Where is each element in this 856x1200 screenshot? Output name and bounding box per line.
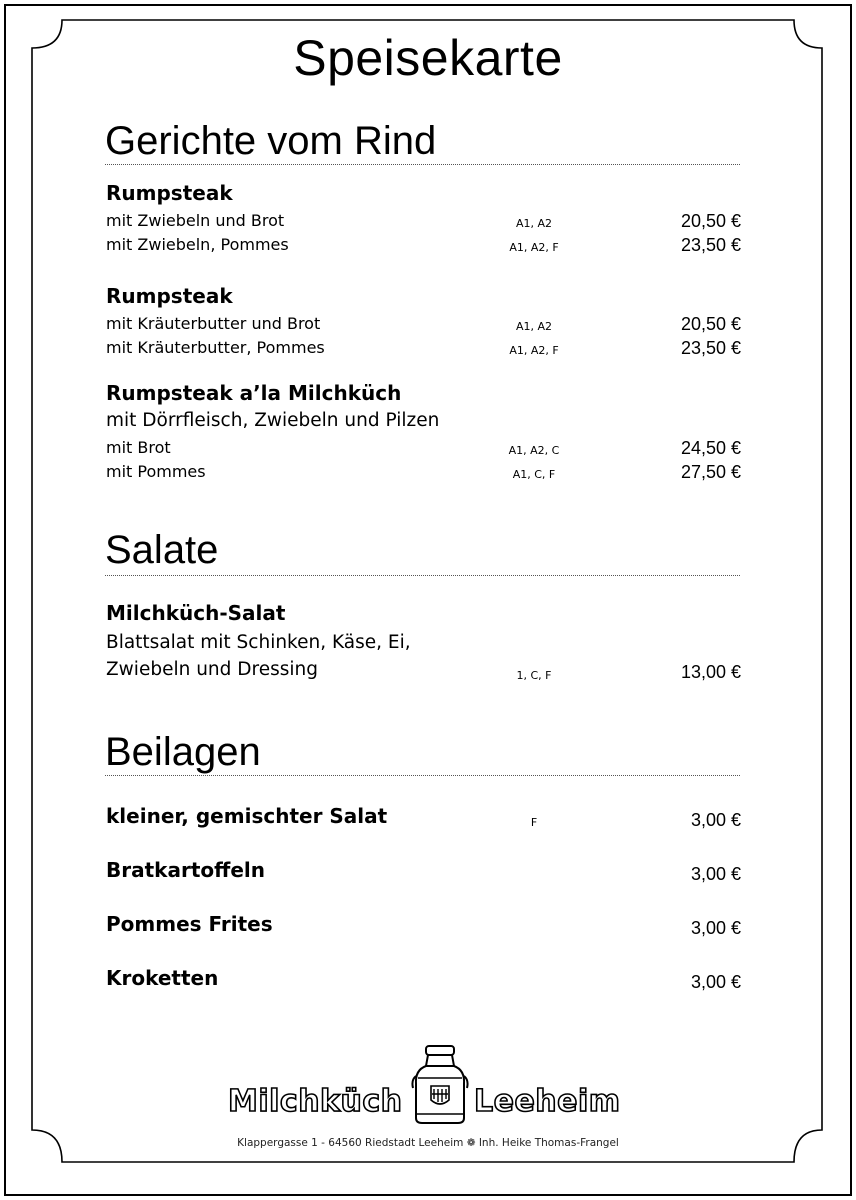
allergen-codes: A1, A2, F [509, 241, 559, 254]
dish-option: mit Zwiebeln und Brot [106, 211, 285, 230]
section-heading-rind: Gerichte vom Rind [105, 119, 437, 163]
dish-option: mit Kräuterbutter, Pommes [106, 338, 325, 357]
dish-name: Rumpsteak [106, 284, 233, 308]
logo-text-right: Leeheim [474, 1084, 621, 1119]
allergen-codes: 1, C, F [516, 669, 552, 682]
restaurant-logo [0, 1040, 856, 1130]
price: 20,50 € [680, 211, 741, 231]
dish-option: mit Brot [106, 438, 171, 457]
allergen-codes: A1, A2 [515, 320, 553, 333]
side-dish-name: Bratkartoffeln [106, 858, 265, 882]
dish-subtitle: mit Dörrfleisch, Zwiebeln und Pilzen [106, 410, 440, 431]
price: 3,00 € [690, 864, 741, 884]
footer-address: Klappergasse 1 - 64560 Riedstadt Leeheim ❁ Inh. Heike Thomas-Frangel [237, 1137, 619, 1149]
allergen-codes: A1, A2, F [509, 344, 559, 357]
dish-name: Rumpsteak a’la Milchküch [106, 381, 402, 405]
price: 20,50 € [680, 314, 741, 334]
section-divider [105, 775, 740, 776]
section-heading-salate: Salate [105, 528, 219, 572]
dish-option: mit Kräuterbutter und Brot [106, 314, 321, 333]
side-dish-name: Kroketten [106, 966, 219, 990]
dish-description: Zwiebeln und Dressing [106, 659, 318, 680]
price: 3,00 € [690, 972, 741, 992]
side-dish-name: kleiner, gemischter Salat [106, 804, 388, 828]
dish-option: mit Pommes [106, 462, 206, 481]
allergen-codes: A1, A2, C [508, 444, 560, 457]
allergen-codes: F [530, 816, 538, 829]
price: 13,00 € [680, 662, 741, 682]
dish-description: Blattsalat mit Schinken, Käse, Ei, [106, 632, 411, 653]
price: 23,50 € [680, 235, 741, 255]
logo-text-left: Milchküch [228, 1084, 403, 1119]
section-divider [105, 575, 740, 576]
dish-name: Rumpsteak [106, 181, 233, 205]
section-divider [105, 164, 740, 165]
price: 24,50 € [680, 438, 741, 458]
dish-option: mit Zwiebeln, Pommes [106, 235, 289, 254]
price: 3,00 € [690, 918, 741, 938]
dish-name: Milchküch-Salat [106, 601, 286, 625]
price: 3,00 € [690, 810, 741, 830]
side-dish-name: Pommes Frites [106, 912, 273, 936]
price: 27,50 € [680, 462, 741, 482]
allergen-codes: A1, C, F [512, 468, 556, 481]
milk-can-icon [410, 1044, 470, 1126]
allergen-codes: A1, A2 [515, 217, 553, 230]
section-heading-beilagen: Beilagen [105, 730, 261, 774]
page-title: Speisekarte [293, 30, 563, 86]
price: 23,50 € [680, 338, 741, 358]
